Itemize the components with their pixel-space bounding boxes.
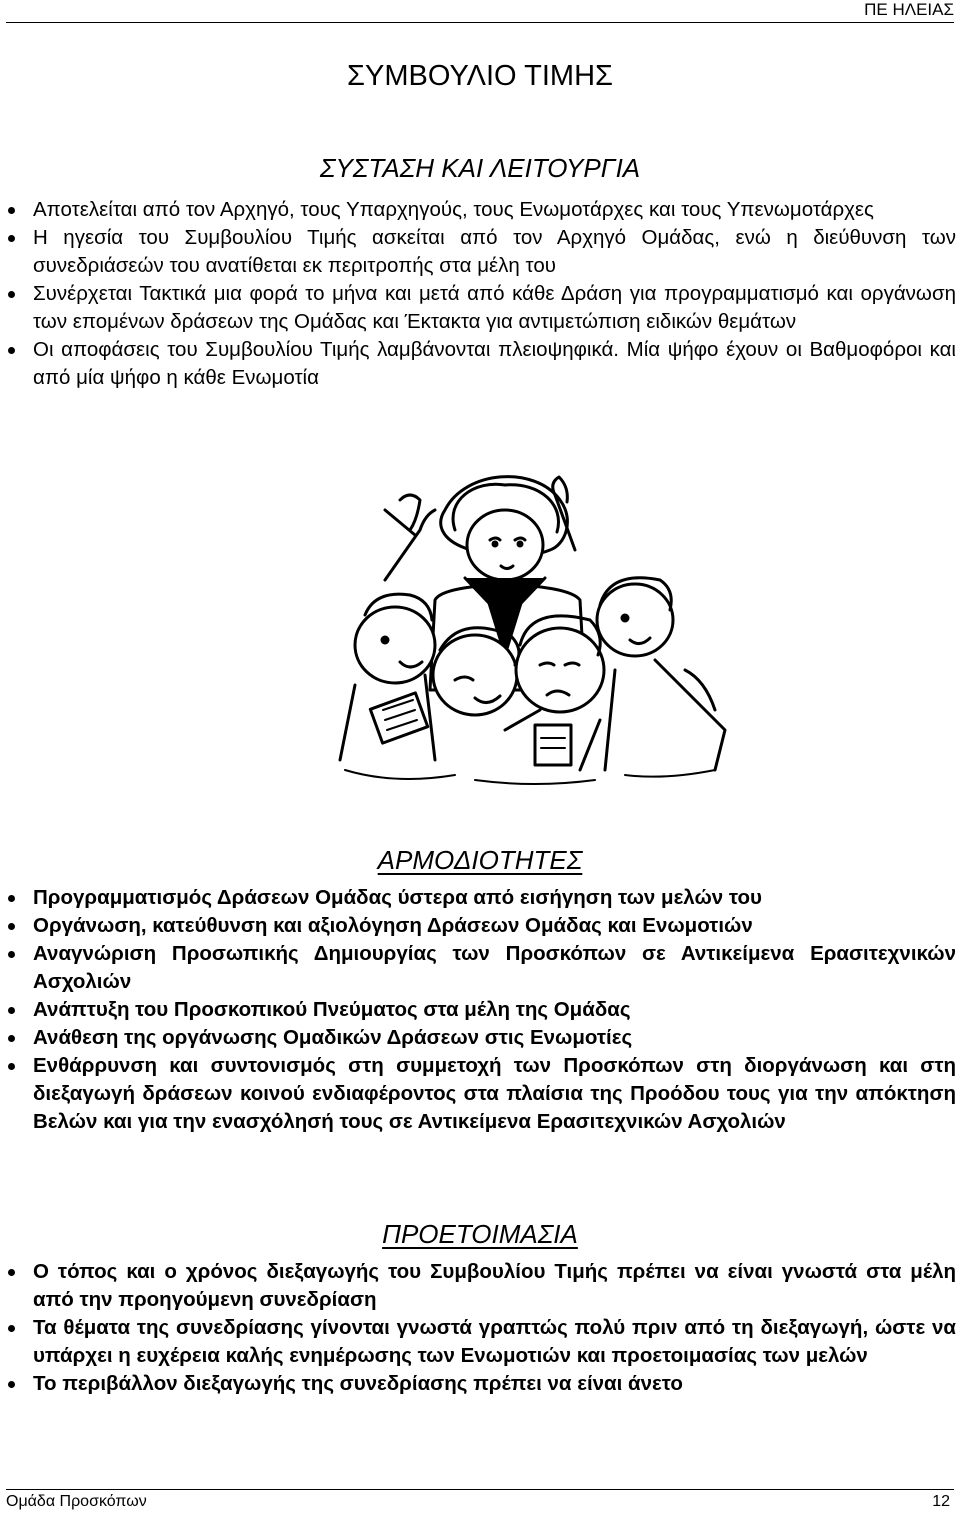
composition-list	[0, 196, 960, 392]
list-item: Προγραμματισμός Δράσεων Ομάδας ύστερα από εισήγηση των μελών του	[0, 884, 960, 912]
list-item: Η ηγεσία του Συμβουλίου Τιμής ασκείται από τον Αρχηγό Ομάδας, ενώ η διεύθυνση των συνεδριάσεών του ανατίθεται εκ περιτροπής στα μέλη του	[0, 224, 960, 280]
bullet-icon	[6, 336, 16, 364]
footer-divider	[6, 1489, 954, 1490]
footer-organization: Ομάδα Προσκόπων	[6, 1493, 147, 1510]
bullet-icon	[6, 1052, 16, 1080]
header-divider	[6, 22, 954, 23]
list-item: Συνέρχεται Τακτικά μια φορά το μήνα και μετά από κάθε Δράση για προγραμματισμό και οργάνωση των επομένων δράσεων της Ομάδας και Έκτακτα για αντιμετώπιση ειδικών θεμάτων	[0, 280, 960, 336]
list-item: Ανάπτυξη του Προσκοπικού Πνεύματος στα μέλη της Ομάδας	[0, 996, 960, 1024]
page-number: 12	[932, 1493, 950, 1510]
list-item: Αναγνώριση Προσωπικής Δημιουργίας των Προσκόπων σε Αντικείμενα Ερασιτεχνικών Ασχολιών	[0, 940, 960, 996]
responsibilities-list	[0, 884, 960, 1136]
bullet-icon	[6, 940, 16, 968]
bullet-icon	[6, 996, 16, 1024]
list-item: Οι αποφάσεις του Συμβουλίου Τιμής λαμβάνονται πλειοψηφικά. Μία ψήφο έχουν οι Βαθμοφόροι και από μία ψήφο η κάθε Ενωμοτία	[0, 336, 960, 392]
page-title: ΣΥΜΒΟΥΛΙΟ ΤΙΜΗΣ	[347, 60, 613, 92]
list-item: Οργάνωση, κατεύθυνση και αξιολόγηση Δράσεων Ομάδας και Ενωμοτιών	[0, 912, 960, 940]
list-item: Ο τόπος και ο χρόνος διεξαγωγής του Συμβουλίου Τιμής πρέπει να είναι γνωστά στα μέλη από την προηγούμενη συνεδρίαση	[0, 1258, 960, 1314]
section-heading-responsibilities: ΑΡΜΟΔΙΟΤΗΤΕΣ	[377, 845, 583, 875]
bullet-icon	[6, 1258, 16, 1286]
list-item: Το περιβάλλον διεξαγωγής της συνεδρίασης πρέπει να είναι άνετο	[0, 1370, 960, 1398]
scouts-meeting-illustration	[325, 470, 745, 790]
list-item: Αποτελείται από τον Αρχηγό, τους Υπαρχηγούς, τους Ενωμοτάρχες και τους Υπενωμοτάρχες	[0, 196, 960, 224]
bullet-icon	[6, 884, 16, 912]
bullet-icon	[6, 280, 16, 308]
section-heading-preparation: ΠΡΟΕΤΟΙΜΑΣΙΑ	[382, 1219, 578, 1249]
page-header-right: ΠΕ ΗΛΕΙΑΣ	[864, 0, 954, 19]
bullet-icon	[6, 224, 16, 252]
list-item: Ανάθεση της οργάνωσης Ομαδικών Δράσεων στις Ενωμοτίες	[0, 1024, 960, 1052]
bullet-icon	[6, 1370, 16, 1398]
bullet-icon	[6, 196, 16, 224]
bullet-icon	[6, 912, 16, 940]
section-heading-composition: ΣΥΣΤΑΣΗ ΚΑΙ ΛΕΙΤΟΥΡΓΙΑ	[319, 153, 641, 183]
bullet-icon	[6, 1024, 16, 1052]
bullet-icon	[6, 1314, 16, 1342]
list-item: Ενθάρρυνση και συντονισμός στη συμμετοχή των Προσκόπων στη διοργάνωση και στη διεξαγωγή δράσεων κοινού ενδιαφέροντος στα πλαίσια της Προόδου τους για την απόκτηση Βελών και για την ενασχόλησή τους σε Αντικείμενα Ερασιτεχνικών Ασχολιών	[0, 1052, 960, 1136]
preparation-list	[0, 1258, 960, 1398]
list-item: Τα θέματα της συνεδρίασης γίνονται γνωστά γραπτώς πολύ πριν από τη διεξαγωγή, ώστε να υπάρχει η ευχέρεια καλής ενημέρωσης των Ενωμοτιών και προετοιμασίας των μελών	[0, 1314, 960, 1370]
